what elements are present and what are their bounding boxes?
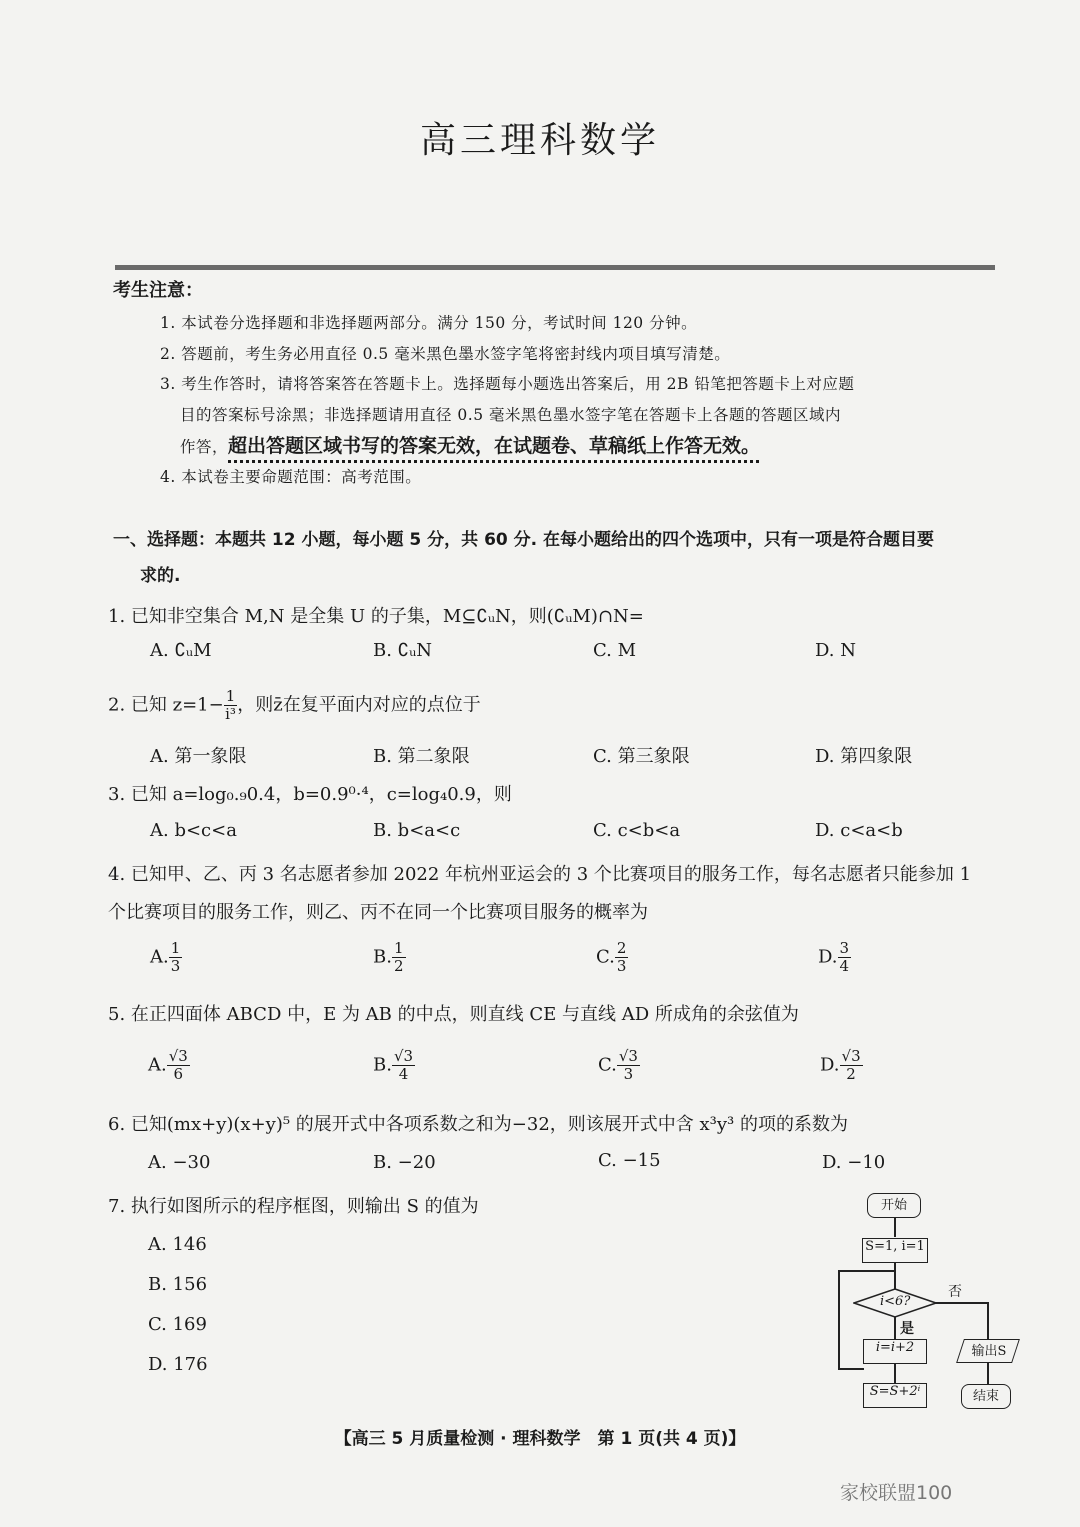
option [373, 940, 406, 975]
denominator: 2 [393, 957, 404, 975]
notice-item: 2. 答题前，考生务必用直径 0.5 毫米黑色墨水签字笔将密封线内项目填写清楚。 [160, 345, 731, 363]
option: B. 第二象限 [373, 746, 470, 767]
option: C. c<b<a [593, 820, 681, 841]
option: D. c<a<b [815, 820, 903, 841]
option [598, 1048, 640, 1083]
numerator: √3 [168, 1047, 188, 1065]
option: D. 176 [148, 1354, 208, 1375]
notice-item: 4. 本试卷主要命题范围：高考范围。 [160, 468, 422, 486]
notice-item-prefix: 作答， [180, 438, 229, 456]
option: C. 第三象限 [593, 746, 690, 767]
option-letter: A. [148, 1054, 167, 1076]
flow-output-label: 输出S [971, 1344, 1006, 1359]
option [150, 940, 182, 975]
denominator: 4 [398, 1065, 409, 1083]
option [818, 940, 851, 975]
denominator: 3 [623, 1065, 634, 1083]
numerator: 1 [393, 939, 404, 957]
option: D. −10 [822, 1152, 886, 1173]
option: A. −30 [148, 1152, 211, 1173]
notice-heading: 考生注意： [113, 280, 203, 301]
flow-init: S=1, i=1 [862, 1238, 928, 1263]
fraction [615, 940, 629, 975]
numerator: √3 [618, 1047, 638, 1065]
option-letter: A. [150, 946, 169, 968]
option-letter: C. [596, 946, 615, 968]
fraction [169, 940, 183, 975]
fraction [617, 1048, 640, 1083]
q2-stem-a: 2. 已知 z=1− [108, 694, 224, 716]
numerator: 2 [616, 939, 627, 957]
numerator: 3 [839, 939, 850, 957]
q2-stem-b: ，则z̄在复平面内对应的点位于 [237, 694, 481, 716]
flow-start: 开始 [867, 1193, 921, 1218]
denominator: 3 [170, 957, 181, 975]
option-letter: D. [820, 1054, 840, 1076]
divider [115, 265, 995, 270]
notice-item: 目的答案标号涂黑；非选择题请用直径 0.5 毫米黑色墨水签字笔在答题卡上各题的答题区域内 [180, 406, 842, 424]
flow-no: 否 [948, 1284, 962, 1300]
question-5: 5. 在正四面体 ABCD 中，E 为 AB 的中点，则直线 CE 与直线 AD 所成角的余弦值为 [108, 1004, 799, 1025]
fraction [838, 940, 852, 975]
page-footer: 【高三 5 月质量检测 · 理科数学 第 1 页(共 4 页)】 [334, 1429, 746, 1449]
option: C. −15 [598, 1150, 661, 1171]
question-7: 7. 执行如图所示的程序框图，则输出 S 的值为 [108, 1196, 479, 1217]
watermark: 家校联盟100 [840, 1482, 953, 1504]
page-title: 高三理科数学 [419, 120, 660, 161]
option: B. 156 [148, 1274, 208, 1295]
question-6: 6. 已知(mx+y)(x+y)⁵ 的展开式中各项系数之和为−32，则该展开式中含 x³y³ 的项的系数为 [108, 1114, 848, 1135]
fraction [392, 1048, 415, 1083]
fraction [167, 1048, 190, 1083]
flow-end: 结束 [961, 1384, 1011, 1409]
flow-step2: S=S+2ⁱ [863, 1383, 927, 1408]
numerator: 1 [170, 939, 181, 957]
option: A. b<c<a [150, 820, 237, 841]
denominator: 4 [839, 957, 850, 975]
option-letter: B. [373, 946, 392, 968]
notice-item: 3. 考生作答时，请将答案答在答题卡上。选择题每小题选出答案后，用 2B 铅笔把答题卡上对应题 [160, 375, 855, 393]
denominator: i³ [225, 705, 236, 723]
option: B. b<a<c [373, 820, 461, 841]
question-4: 4. 已知甲、乙、丙 3 名志愿者参加 2022 年杭州亚运会的 3 个比赛项目的服务工作，每名志愿者只能参加 1 [108, 864, 972, 885]
fraction [392, 940, 406, 975]
option: C. 169 [148, 1314, 207, 1335]
numerator: 1 [225, 687, 236, 705]
denominator: 3 [616, 957, 627, 975]
flow-output [956, 1339, 1020, 1363]
flow-cond: i<6? [880, 1294, 911, 1309]
option: B. ∁ᵤN [373, 640, 433, 661]
fraction [224, 688, 238, 723]
option: D. 第四象限 [815, 746, 913, 767]
option [148, 1048, 190, 1083]
question-2 [108, 688, 481, 723]
fraction [840, 1048, 863, 1083]
notice-item: 1. 本试卷分选择题和非选择题两部分。满分 150 分，考试时间 120 分钟。 [160, 314, 698, 332]
question-3: 3. 已知 a=log₀.₉0.4，b=0.9⁰·⁴，c=log₄0.9，则 [108, 784, 512, 805]
option [820, 1048, 863, 1083]
notice-emphasis: 超出答题区域书写的答案无效，在试题卷、草稿纸上作答无效。 [228, 435, 761, 457]
option: A. 146 [148, 1234, 207, 1255]
option: A. 第一象限 [150, 746, 247, 767]
numerator: √3 [393, 1047, 414, 1065]
denominator: 2 [846, 1065, 856, 1083]
numerator: √3 [841, 1047, 861, 1065]
option: C. M [593, 640, 637, 661]
option [373, 1048, 415, 1083]
option-letter: C. [598, 1054, 617, 1076]
flow-step1: i=i+2 [863, 1339, 927, 1364]
section-heading-cont: 求的. [140, 566, 181, 586]
option [596, 940, 628, 975]
option-letter: B. [373, 1054, 392, 1076]
denominator: 6 [173, 1065, 184, 1083]
option: B. −20 [373, 1152, 436, 1173]
flow-yes: 是 [900, 1321, 914, 1337]
option-letter: D. [818, 946, 838, 968]
question-4-cont: 个比赛项目的服务工作，则乙、丙不在同一个比赛项目服务的概率为 [108, 902, 648, 923]
option: A. ∁ᵤM [150, 640, 212, 661]
question-1: 1. 已知非空集合 M,N 是全集 U 的子集，M⊆∁ᵤN，则(∁ᵤM)∩N= [108, 606, 644, 627]
section-heading: 一、选择题：本题共 12 小题，每小题 5 分，共 60 分. 在每小题给出的四个选项中，只有一项是符合题目要 [113, 530, 935, 550]
option: D. N [815, 640, 856, 661]
